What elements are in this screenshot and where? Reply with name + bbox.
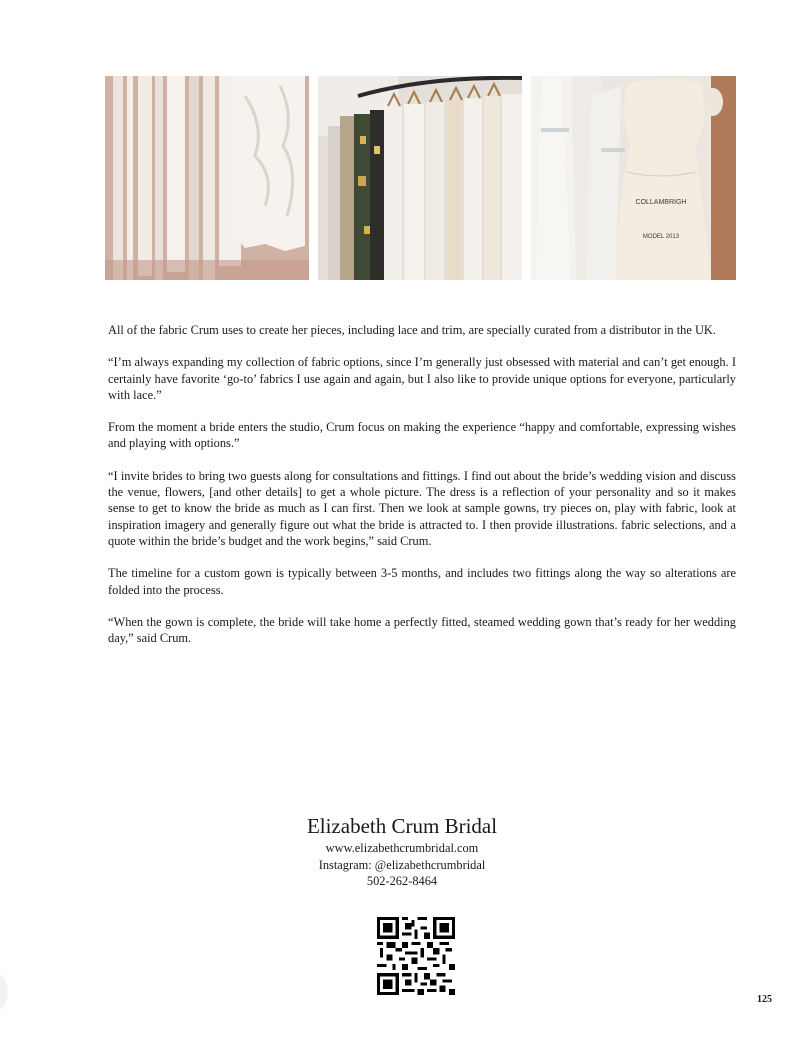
paragraph: From the moment a bride enters the studio, Crum focus on making the experience “happy and comfortable, expressing wishes and playing with options.” (108, 420, 736, 451)
dress-form-label-1: COLLAMBRIGH (635, 199, 687, 206)
brand-name: Elizabeth Crum Bridal (306, 814, 498, 838)
lace-photo (105, 76, 309, 280)
paragraph: “I invite brides to bring two guests along for consultations and fittings. I find out about the bride’s wedding vision and discuss the venue, flowers, [and other details] to get a whole picture. The dress is a reflection of your personality and so it makes sense to get to know the bride as much as I can first. Then we look at sample gowns, try pieces on, play with fabric, look at inspiration imagery and generally figure out what the bride is attracted to. I then provide illustrations. fabric selections, and a quote within the bride’s budget and the work begins,” said Crum. (108, 468, 736, 548)
paragraph: All of the fabric Crum uses to create her pieces, including lace and trim, are specially curated from a distributor in the UK. (108, 323, 716, 337)
article-body (108, 322, 736, 662)
dress-form-label-2: MODEL 2013 (642, 234, 680, 240)
qr-code-icon[interactable] (377, 917, 455, 995)
contact-block (0, 812, 804, 890)
paragraph: “I’m always expanding my collection of fabric options, since I’m generally just obsessed with material and can’t get enough. I certainly have favorite ‘go-to’ fabrics I use again and again, but I also like to provide unique options for everyone, particularly with lace.” (108, 355, 736, 402)
page-number: 125 (757, 994, 772, 1005)
website-link[interactable]: www.elizabethcrumbridal.com (325, 841, 479, 855)
phone-number: 502-262-8464 (366, 874, 438, 888)
paragraph: The timeline for a custom gown is typically between 3-5 months, and includes two fittings along the way so alterations are folded into the process. (108, 566, 736, 597)
page-edge-mark (0, 974, 8, 1010)
instagram-handle: Instagram: @elizabethcrumbridal (318, 857, 486, 872)
paragraph: “When the gown is complete, the bride will take home a perfectly fitted, steamed wedding gown that’s ready for her wedding day,” said Crum. (108, 614, 736, 646)
dressform-photo (531, 76, 736, 280)
rack-photo (318, 76, 522, 280)
